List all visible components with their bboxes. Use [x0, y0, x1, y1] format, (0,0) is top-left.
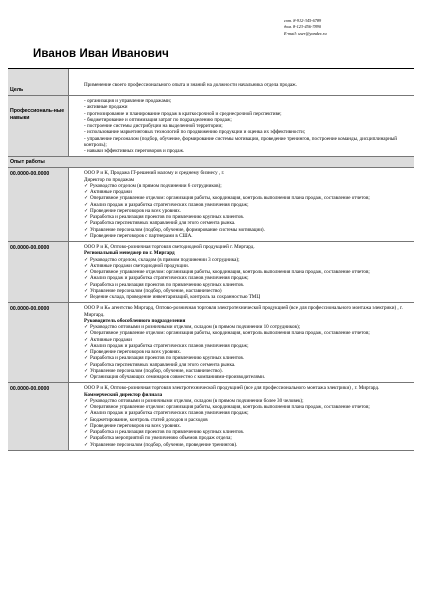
job-position: Региональный менеджер по г. Миргард: [84, 250, 175, 257]
job-details: [68, 303, 414, 382]
job-company: ООО Р и К, Продажа IT-решений малому и среднему бизнесу , г.: [84, 170, 225, 177]
check-icon: ✓: [84, 367, 89, 374]
duty-text: Разработка перспективных направлений для этого сегмента рынка.: [90, 361, 236, 368]
mobile-phone: сот. 8-912-345-6789: [284, 18, 322, 23]
home-phone: дом. 8-123-456-7890: [284, 24, 321, 30]
check-icon: ✓: [84, 410, 89, 417]
duty-text: Активные продажи: [90, 336, 132, 343]
duty-text: Руководство оптовыми и розничными отделом, складом (в прямом подчинении 10 сотрудников);: [90, 324, 301, 330]
duty-text: Управление персоналом (подбор, обучение, формирование системы мотивации).: [90, 226, 265, 233]
check-icon: ✓: [84, 404, 89, 410]
skill-item: - прогнозирование и планирование продаж в краткосрочной и среднесрочной перспективе;: [84, 110, 282, 117]
check-icon: ✓: [84, 294, 89, 300]
job-details: [68, 168, 414, 241]
duty-text: Управление персоналом (подбор, обучение, проведение тренингов).: [90, 441, 238, 448]
duty-item: [72, 233, 411, 239]
duty-text: Разработка и реализация проектов по привлечению крупных клиентов.: [90, 281, 245, 288]
duty-text: Разработка и реализация проектов по привлечению крупных клиентов.: [90, 355, 245, 362]
resume-table: [8, 69, 414, 451]
check-icon: ✓: [84, 189, 89, 195]
duty-text: Активные продажи: [90, 189, 132, 195]
duty-text: Активные продажи светодиодной продукции.: [90, 262, 189, 269]
duty-text: Руководство отделом, складом (в прямом подчинении 3 сотрудника);: [90, 256, 240, 263]
duty-text: Управление персоналом (подбор, обучение, наставничество).: [90, 367, 223, 374]
check-icon: ✓: [84, 397, 89, 404]
check-icon: ✓: [84, 361, 89, 368]
check-icon: ✓: [84, 374, 89, 380]
skill-item: - навыки эффективных переговоров и продаж.: [84, 148, 185, 154]
duty-text: Анализ продаж и разработка стратегических планов увеличения продаж;: [90, 342, 249, 349]
check-icon: ✓: [84, 232, 89, 239]
duty-item: [72, 442, 411, 448]
candidate-name: Иванов Иван Иванович: [33, 48, 169, 60]
check-icon: ✓: [84, 256, 89, 263]
job-row: [8, 383, 414, 451]
duty-text: Ведение склада, проведение инвентаризаций, контроль за сохранностью ТМЦ: [90, 294, 261, 300]
duty-text: Руководство отделом (в прямом подчинении 6 сотрудников);: [90, 182, 222, 189]
duty-text: Оперативное управление отделом: организация работы, координация, контроль выполнения плана продаж, составление отчетов;: [90, 195, 370, 202]
goal-label: Цель: [8, 69, 68, 95]
check-icon: ✓: [84, 269, 89, 275]
duty-text: Оперативное управление отделом: организация работы, координация, контроль выполнения плана продаж, составление отчетов;: [90, 269, 370, 275]
check-icon: ✓: [84, 201, 89, 208]
skill-item: - управление персоналом (подбор, обучение, формирование системы мотивации, проведение тренингов, построение команды, дисциплинарный контроль);: [84, 135, 397, 148]
job-row: [8, 242, 414, 303]
check-icon: ✓: [84, 226, 89, 233]
job-position: Коммерческий директор филиала: [84, 391, 163, 398]
duty-text: Проведение переговоров на всех уровнях.: [90, 207, 182, 214]
experience-header: Опыт работы: [8, 157, 414, 168]
check-icon: ✓: [84, 355, 89, 362]
duty-text: Бюджетирование, контроль статей доходов и расходов: [90, 416, 208, 423]
skills-row: [8, 96, 414, 157]
skill-item: - бюджетирование и оптимизация затрат по подразделению продаж;: [84, 116, 232, 123]
check-icon: ✓: [84, 275, 89, 282]
check-icon: ✓: [84, 416, 89, 423]
duty-text: Оперативное управление отделом: организация работы, координация, контроль выполнения плана продаж, составление отчетов;: [90, 330, 370, 337]
job-dates: 00.0000-00.0000: [8, 242, 68, 302]
skill-item: - построение системы дистрибуции на выделенной территории;: [84, 123, 223, 129]
check-icon: ✓: [84, 195, 89, 202]
job-company: ООО Р и К, Оптово-розничная торговля электротехнической продукцией (все для профессионального монтажа электрики) , г. Миргард.: [84, 385, 380, 392]
duty-text: Разработка мероприятий по увеличению объемов продаж отдела;: [90, 435, 232, 442]
job-company: ООО Р и К» агентство Миргард, Оптово-розничная торговля электротехнической продукцией (все для профессионального монтажа электрики) , г. Миргард.: [84, 305, 403, 318]
check-icon: ✓: [84, 349, 89, 355]
job-position: Руководитель обособленного подразделения: [84, 317, 186, 324]
check-icon: ✓: [84, 324, 89, 330]
duty-text: Разработка и реализация проектов по привлечению крупных клиентов.: [90, 429, 245, 435]
duty-text: Руководство оптовыми и розничными отделом, складом (в прямом подчинении более 30 человек);: [90, 397, 304, 404]
jobs-list: [8, 168, 414, 451]
job-position: Директор по продажам: [84, 176, 135, 183]
job-dates: 00.0000-00.0000: [8, 383, 68, 450]
check-icon: ✓: [84, 214, 89, 220]
check-icon: ✓: [84, 262, 89, 269]
job-row: [8, 303, 414, 383]
duty-text: Оперативное управление отделом: организация работы, координация, контроль выполнения плана продаж, составление отчетов;: [90, 404, 370, 410]
skill-item: - организация и управление продажами;: [84, 98, 172, 104]
check-icon: ✓: [84, 422, 89, 429]
check-icon: ✓: [84, 207, 89, 214]
check-icon: ✓: [84, 336, 89, 343]
duty-text: Проведение переговоров на всех уровнях.: [90, 422, 182, 429]
duty-item: [72, 374, 411, 380]
goal-row: [8, 69, 414, 96]
check-icon: ✓: [84, 330, 89, 337]
duty-text: Проведение переговоров с партнерами в США.: [90, 232, 193, 239]
duty-text: Разработка перспективных направлений для этого сегмента рынка.: [90, 220, 236, 227]
job-company: ООО Р и К, Оптово-розничная торговля светодиодной продукцией г. Миргард.: [84, 244, 255, 250]
skill-item: - активные продажи: [84, 104, 128, 111]
check-icon: ✓: [84, 342, 89, 349]
duty-text: Анализ продаж и разработка стратегических планов увеличения продаж;: [90, 410, 249, 417]
check-icon: ✓: [84, 287, 89, 294]
duty-text: Проведение переговоров на всех уровнях.: [90, 349, 182, 355]
check-icon: ✓: [84, 441, 89, 448]
check-icon: ✓: [84, 281, 89, 288]
skills-label: Профессиональ-ные навыки: [8, 96, 68, 156]
job-dates: 00.0000-00.0000: [8, 168, 68, 241]
job-row: [8, 168, 414, 242]
skill-item: - использование маркетинговых технологий по продвижению продукции и оценка их эффективности;: [84, 129, 306, 136]
duty-item: [72, 294, 411, 300]
check-icon: ✓: [84, 435, 89, 442]
goal-text: Применение своего профессионального опыта и знаний на должности начальника отдела продаж.: [68, 69, 414, 95]
email: E-mail: user@yandex.ru: [284, 30, 327, 36]
duty-text: Анализ продаж и разработка стратегических планов увеличения продаж;: [90, 201, 249, 208]
check-icon: ✓: [84, 429, 89, 435]
duty-text: Анализ продаж и разработка стратегических планов увеличения продаж;: [90, 275, 249, 282]
job-details: [68, 383, 414, 450]
job-dates: 00.0000-00.0000: [8, 303, 68, 382]
skills-list: [68, 96, 414, 156]
job-details: [68, 242, 414, 302]
duty-text: Организация обучающих семинаров совместно с компаниями-производителями.: [90, 374, 266, 380]
contact-block: [284, 18, 327, 37]
duty-text: Управление персоналом (подбор, обучение, наставничество): [90, 287, 222, 294]
check-icon: ✓: [84, 220, 89, 227]
check-icon: ✓: [84, 182, 89, 189]
duty-text: Разработка и реализация проектов по привлечению крупных клиентов.: [90, 214, 245, 220]
